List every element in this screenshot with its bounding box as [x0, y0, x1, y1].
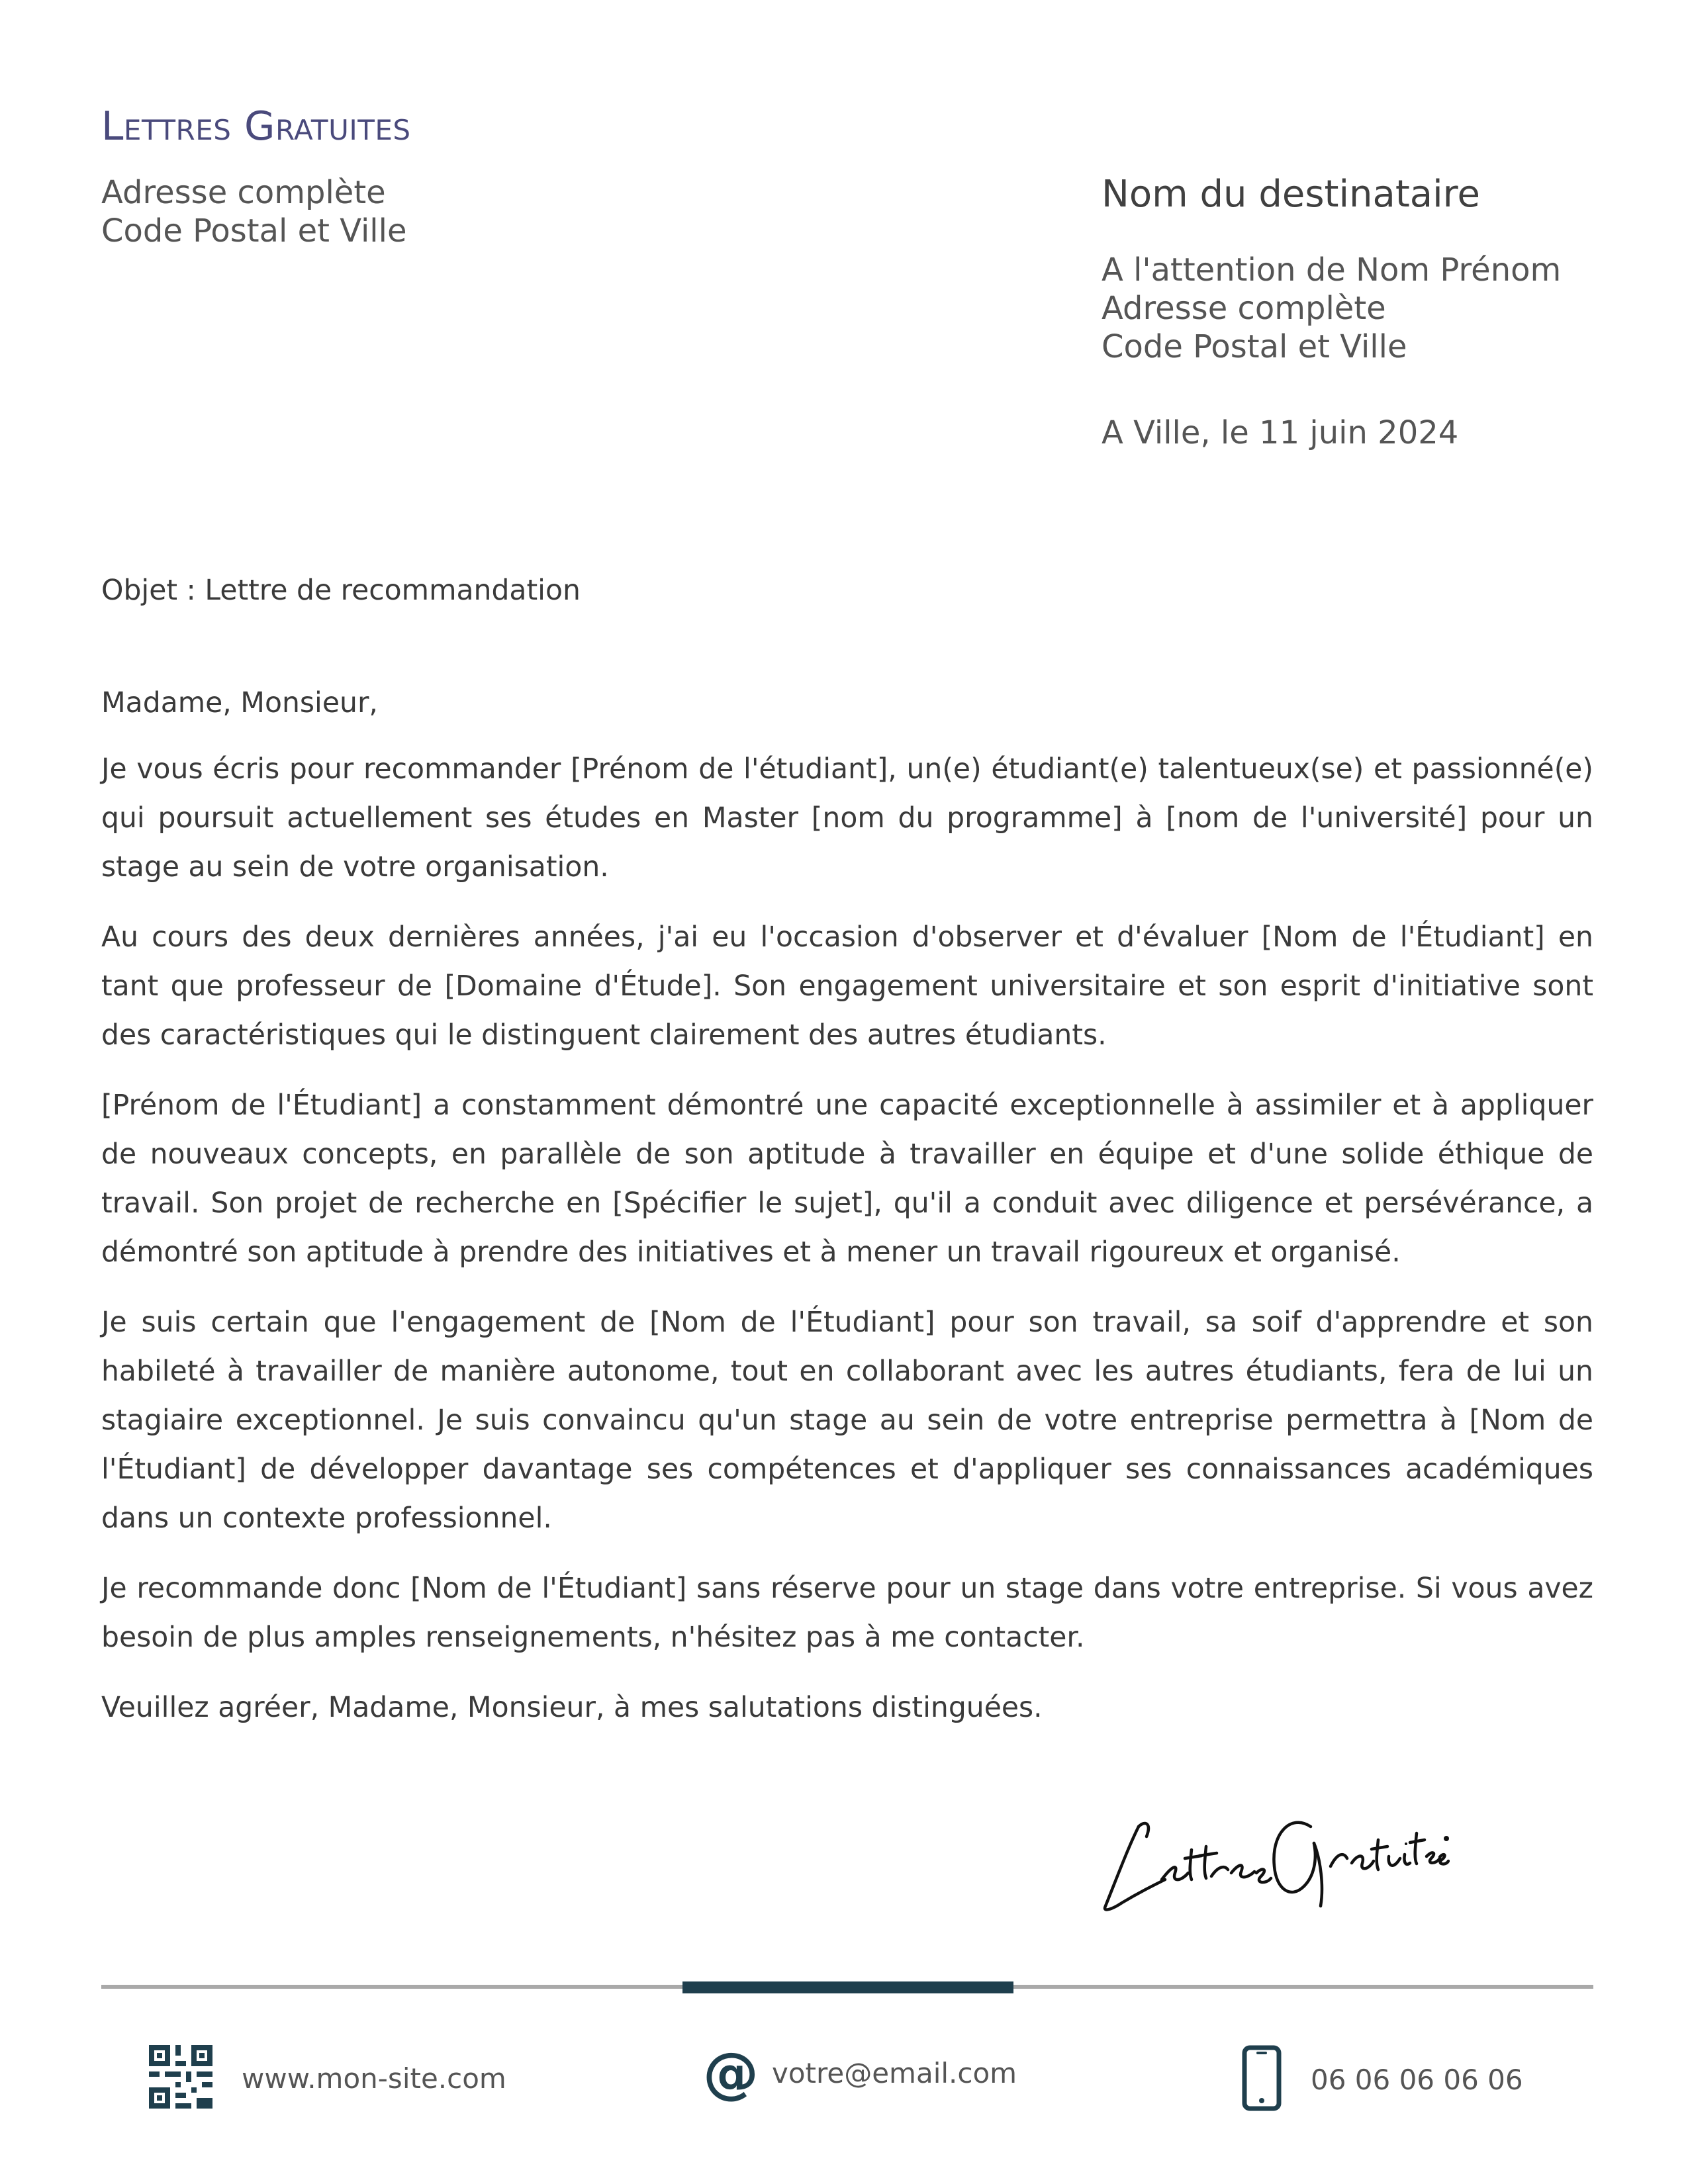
- letter-paragraph: Je suis certain que l'engagement de [Nom de l'Étudiant] pour son travail, sa soif d'apprendre et son habileté à travailler de manière autonome, tout en collaborant avec les autres étudiants, fera de lui un stagiaire exceptionnel. Je suis convaincu qu'un stage au sein de votre entreprise permettra à [Nom de l'Étudiant] de développer davantage ses compétences et d'appliquer ses connaissances académiques dans un contexte professionnel.: [101, 1306, 1593, 1535]
- sender-address-line1: Adresse complète: [101, 174, 386, 211]
- footer-website-text: www.mon-site.com: [242, 2062, 506, 2095]
- letter-subject: Objet : Lettre de recommandation: [101, 574, 581, 607]
- footer-website[interactable]: [149, 2045, 506, 2112]
- recipient-block: [1102, 172, 1561, 452]
- sender-address: [101, 173, 407, 250]
- at-sign-icon: @: [703, 2040, 759, 2105]
- letter-body: [101, 567, 1593, 1733]
- handwritten-signature: [1092, 1780, 1450, 1919]
- footer-phone[interactable]: [1242, 2045, 1523, 2115]
- footer-phone-text: 06 06 06 06 06: [1311, 2064, 1523, 2096]
- sender-address-line2: Code Postal et Ville: [101, 212, 407, 250]
- recipient-attention: A l'attention de Nom Prénom: [1102, 251, 1562, 289]
- letter-closing: Veuillez agréer, Madame, Monsieur, à mes salutations distinguées.: [101, 1692, 1043, 1724]
- letter-paragraph: [Prénom de l'Étudiant] a constamment démontré une capacité exceptionnelle à assimiler et à appliquer de nouveaux concepts, en parallèle de son aptitude à travailler en équipe et d'une solide éthique de travail. Son projet de recherche en [Spécifier le sujet], qu'il a conduit avec diligence et persévérance, a démontré son aptitude à prendre des initiatives et à mener un travail rigoureux et organisé.: [101, 1089, 1593, 1269]
- recipient-address-line1: Adresse complète: [1102, 290, 1386, 328]
- letter-paragraph: Au cours des deux dernières années, j'ai eu l'occasion d'observer et d'évaluer [Nom de l'Étudiant] en tant que professeur de [Domaine d'Étude]. Son engagement universitaire et son esprit d'initiative sont des caractéristiques qui le distinguent clairement des autres étudiants.: [101, 921, 1593, 1052]
- footer-email-text: votre@email.com: [772, 2056, 1017, 2089]
- footer-email[interactable]: [703, 2040, 1017, 2105]
- sender-brand-text: Lettres Gratuites: [101, 103, 411, 150]
- letter-date: A Ville, le 11 juin 2024: [1102, 414, 1459, 452]
- recipient-name: Nom du destinataire: [1102, 173, 1480, 216]
- letter-salutation: Madame, Monsieur,: [101, 687, 378, 719]
- letter-paragraph: Je vous écris pour recommander [Prénom de l'étudiant], un(e) étudiant(e) talentueux(se) et passionné(e) qui poursuit actuellement ses études en Master [nom du programme] à [nom de l'université] pour un stage au sein de votre organisation.: [101, 753, 1593, 884]
- qr-code-icon: [149, 2045, 212, 2112]
- recipient-address-line2: Code Postal et Ville: [1102, 328, 1407, 366]
- footer-accent-bar: [682, 1981, 1013, 1993]
- sender-brand-name: [101, 105, 411, 148]
- mobile-phone-icon: [1242, 2045, 1282, 2115]
- letter-paragraph: Je recommande donc [Nom de l'Étudiant] sans réserve pour un stage dans votre entreprise. Si vous avez besoin de plus amples renseignements, n'hésitez pas à me contacter.: [101, 1572, 1593, 1654]
